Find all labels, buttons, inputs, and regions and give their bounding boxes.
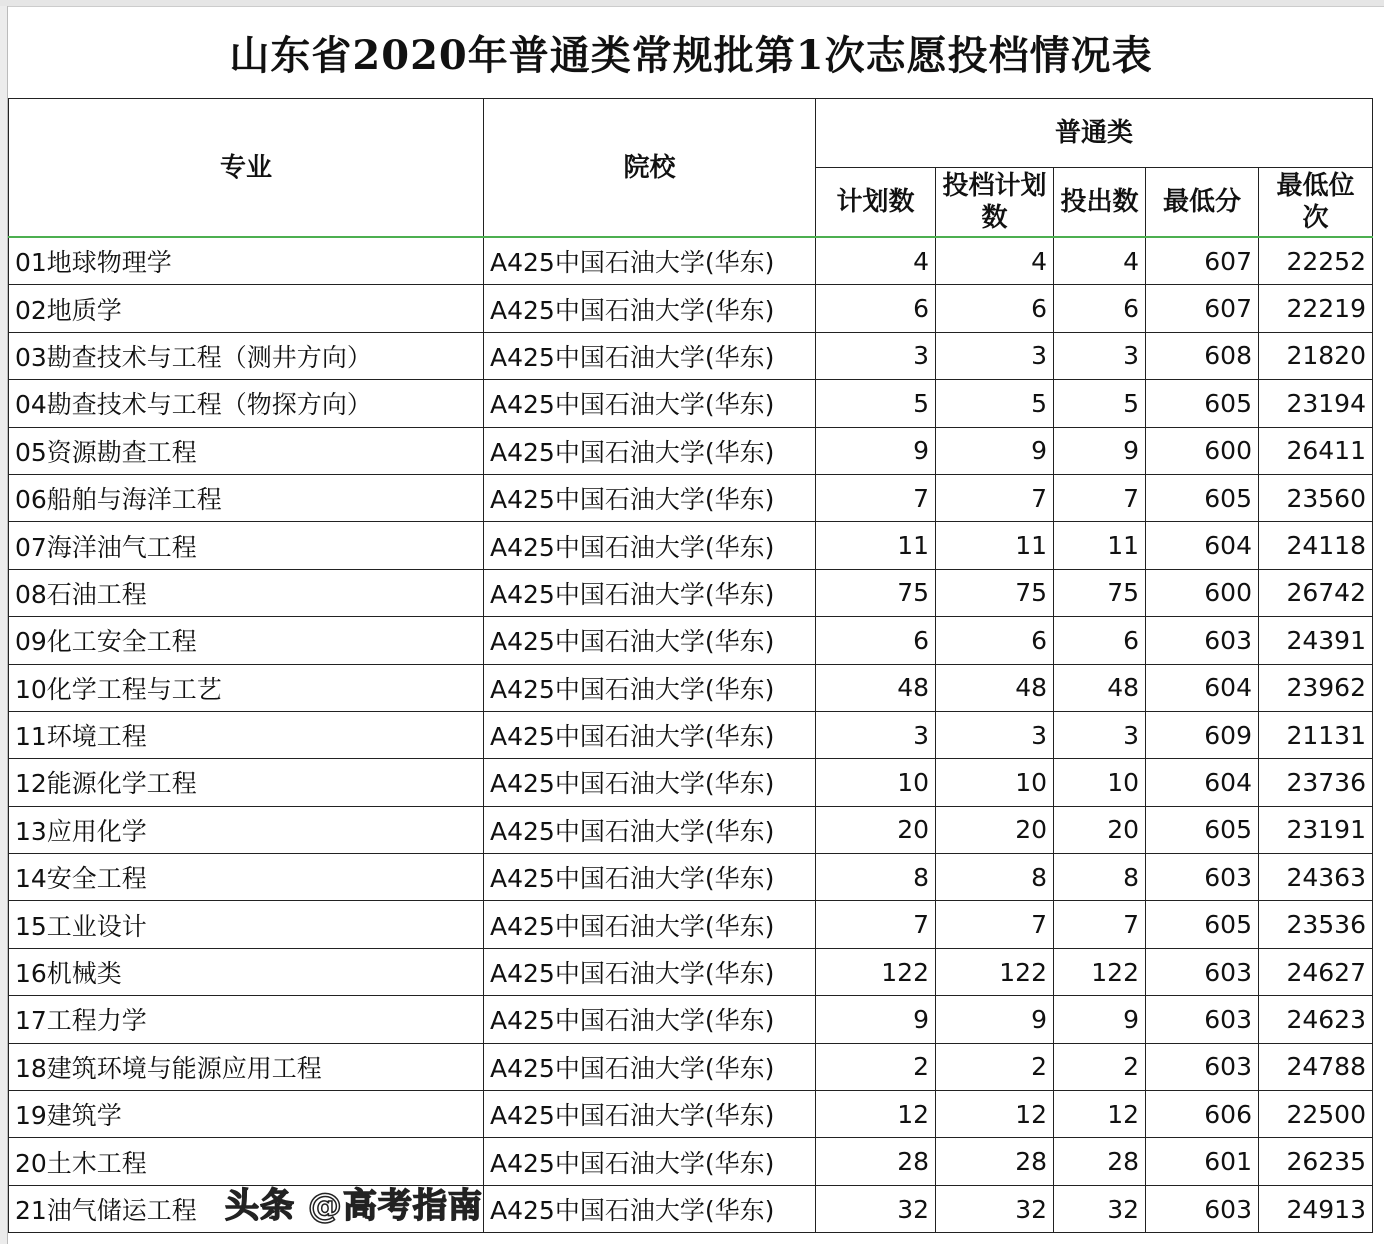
cell-plan[interactable]: 2 bbox=[816, 1043, 936, 1090]
cell-plan[interactable]: 9 bbox=[816, 427, 936, 474]
cell-school[interactable]: A425中国石油大学(华东) bbox=[484, 427, 816, 474]
table-row bbox=[9, 474, 1373, 521]
cell-min-rank[interactable]: 26235 bbox=[1259, 1138, 1373, 1185]
cell-admit-plan[interactable]: 5 bbox=[936, 380, 1054, 427]
cell-major[interactable]: 08石油工程 bbox=[9, 569, 484, 616]
cell-min-score[interactable]: 609 bbox=[1146, 711, 1259, 758]
cell-admit-plan[interactable]: 20 bbox=[936, 806, 1054, 853]
cell-admit-plan[interactable]: 3 bbox=[936, 711, 1054, 758]
cell-admitted[interactable]: 48 bbox=[1054, 664, 1146, 711]
cell-min-rank[interactable]: 24627 bbox=[1259, 948, 1373, 995]
cell-major[interactable]: 11环境工程 bbox=[9, 711, 484, 758]
cell-plan[interactable]: 48 bbox=[816, 664, 936, 711]
table-row bbox=[9, 901, 1373, 948]
cell-min-score[interactable]: 604 bbox=[1146, 759, 1259, 806]
cell-min-score[interactable]: 600 bbox=[1146, 427, 1259, 474]
cell-school[interactable]: A425中国石油大学(华东) bbox=[484, 996, 816, 1043]
cell-admitted[interactable]: 11 bbox=[1054, 522, 1146, 569]
cell-school[interactable]: A425中国石油大学(华东) bbox=[484, 1091, 816, 1138]
cell-major[interactable]: 12能源化学工程 bbox=[9, 759, 484, 806]
cell-admitted[interactable]: 7 bbox=[1054, 901, 1146, 948]
cell-min-score[interactable]: 603 bbox=[1146, 617, 1259, 664]
cell-major[interactable]: 01地球物理学 bbox=[9, 237, 484, 285]
cell-min-rank[interactable]: 23194 bbox=[1259, 380, 1373, 427]
cell-plan[interactable]: 10 bbox=[816, 759, 936, 806]
cell-plan[interactable]: 12 bbox=[816, 1091, 936, 1138]
cell-admitted[interactable]: 7 bbox=[1054, 474, 1146, 521]
cell-admit-plan[interactable]: 8 bbox=[936, 854, 1054, 901]
row-header-bar bbox=[0, 6, 8, 1244]
cell-admitted[interactable]: 12 bbox=[1054, 1091, 1146, 1138]
cell-major[interactable]: 14安全工程 bbox=[9, 854, 484, 901]
cell-min-rank[interactable]: 26411 bbox=[1259, 427, 1373, 474]
cell-school[interactable]: A425中国石油大学(华东) bbox=[484, 948, 816, 995]
header-min-rank[interactable]: 最低位次 bbox=[1259, 168, 1373, 238]
cell-major[interactable]: 18建筑环境与能源应用工程 bbox=[9, 1043, 484, 1090]
table-row bbox=[9, 522, 1373, 569]
sheet-title: 山东省2020年普通类常规批第1次志愿投档情况表 bbox=[229, 32, 1153, 79]
cell-min-rank[interactable]: 23962 bbox=[1259, 664, 1373, 711]
cell-school[interactable]: A425中国石油大学(华东) bbox=[484, 711, 816, 758]
cell-admit-plan[interactable]: 48 bbox=[936, 664, 1054, 711]
table-row bbox=[9, 806, 1373, 853]
cell-min-score[interactable]: 604 bbox=[1146, 522, 1259, 569]
cell-admitted[interactable]: 75 bbox=[1054, 569, 1146, 616]
cell-school[interactable]: A425中国石油大学(华东) bbox=[484, 806, 816, 853]
cell-admit-plan[interactable]: 12 bbox=[936, 1091, 1054, 1138]
cell-school[interactable]: A425中国石油大学(华东) bbox=[484, 474, 816, 521]
cell-school[interactable]: A425中国石油大学(华东) bbox=[484, 380, 816, 427]
cell-plan[interactable]: 75 bbox=[816, 569, 936, 616]
cell-major[interactable]: 07海洋油气工程 bbox=[9, 522, 484, 569]
watermark: 头条 @高考指南 bbox=[225, 1186, 483, 1226]
cell-plan[interactable]: 7 bbox=[816, 901, 936, 948]
cell-min-score[interactable]: 603 bbox=[1146, 996, 1259, 1043]
cell-plan[interactable]: 3 bbox=[816, 711, 936, 758]
cell-min-rank[interactable]: 21131 bbox=[1259, 711, 1373, 758]
cell-admitted[interactable]: 9 bbox=[1054, 427, 1146, 474]
cell-plan[interactable]: 122 bbox=[816, 948, 936, 995]
table-row bbox=[9, 1185, 1373, 1232]
cell-plan[interactable]: 32 bbox=[816, 1185, 936, 1232]
cell-min-rank[interactable]: 24788 bbox=[1259, 1043, 1373, 1090]
cell-min-rank[interactable]: 24118 bbox=[1259, 522, 1373, 569]
cell-admitted[interactable]: 5 bbox=[1054, 380, 1146, 427]
cell-plan[interactable]: 28 bbox=[816, 1138, 936, 1185]
cell-major[interactable]: 19建筑学 bbox=[9, 1091, 484, 1138]
cell-admitted[interactable]: 9 bbox=[1054, 996, 1146, 1043]
cell-plan[interactable]: 6 bbox=[816, 285, 936, 332]
table-row bbox=[9, 237, 1373, 285]
cell-admit-plan[interactable]: 6 bbox=[936, 285, 1054, 332]
cell-min-rank[interactable]: 22500 bbox=[1259, 1091, 1373, 1138]
cell-min-rank[interactable]: 22219 bbox=[1259, 285, 1373, 332]
cell-admit-plan[interactable]: 10 bbox=[936, 759, 1054, 806]
cell-school[interactable]: A425中国石油大学(华东) bbox=[484, 759, 816, 806]
cell-min-score[interactable]: 605 bbox=[1146, 474, 1259, 521]
table-row bbox=[9, 759, 1373, 806]
cell-min-score[interactable]: 603 bbox=[1146, 1185, 1259, 1232]
cell-min-rank[interactable]: 24391 bbox=[1259, 617, 1373, 664]
cell-admitted[interactable]: 32 bbox=[1054, 1185, 1146, 1232]
cell-major[interactable]: 16机械类 bbox=[9, 948, 484, 995]
cell-min-score[interactable]: 607 bbox=[1146, 285, 1259, 332]
cell-admitted[interactable]: 10 bbox=[1054, 759, 1146, 806]
cell-admitted[interactable]: 2 bbox=[1054, 1043, 1146, 1090]
cell-major[interactable]: 17工程力学 bbox=[9, 996, 484, 1043]
table-row bbox=[9, 948, 1373, 995]
cell-school[interactable]: A425中国石油大学(华东) bbox=[484, 664, 816, 711]
cell-admit-plan[interactable]: 122 bbox=[936, 948, 1054, 995]
cell-min-score[interactable]: 607 bbox=[1146, 237, 1259, 285]
cell-plan[interactable]: 6 bbox=[816, 617, 936, 664]
cell-plan[interactable]: 11 bbox=[816, 522, 936, 569]
cell-admitted[interactable]: 8 bbox=[1054, 854, 1146, 901]
cell-admit-plan[interactable]: 7 bbox=[936, 901, 1054, 948]
table-row bbox=[9, 285, 1373, 332]
cell-plan[interactable]: 4 bbox=[816, 237, 936, 285]
table-row bbox=[9, 617, 1373, 664]
cell-major[interactable]: 20土木工程 bbox=[9, 1138, 484, 1185]
table-row bbox=[9, 1138, 1373, 1185]
table-row bbox=[9, 1091, 1373, 1138]
header-plan[interactable]: 计划数 bbox=[816, 168, 936, 238]
cell-school[interactable]: A425中国石油大学(华东) bbox=[484, 569, 816, 616]
cell-min-score[interactable]: 603 bbox=[1146, 854, 1259, 901]
cell-school[interactable]: A425中国石油大学(华东) bbox=[484, 1185, 816, 1232]
cell-plan[interactable]: 7 bbox=[816, 474, 936, 521]
cell-major[interactable]: 02地质学 bbox=[9, 285, 484, 332]
cell-school[interactable]: A425中国石油大学(华东) bbox=[484, 332, 816, 379]
cell-school[interactable]: A425中国石油大学(华东) bbox=[484, 1138, 816, 1185]
cell-school[interactable]: A425中国石油大学(华东) bbox=[484, 617, 816, 664]
table-row bbox=[9, 1043, 1373, 1090]
cell-major[interactable]: 13应用化学 bbox=[9, 806, 484, 853]
cell-admit-plan[interactable]: 32 bbox=[936, 1185, 1054, 1232]
cell-admitted[interactable]: 28 bbox=[1054, 1138, 1146, 1185]
cell-min-score[interactable]: 605 bbox=[1146, 901, 1259, 948]
admission-table bbox=[8, 98, 1373, 1233]
cell-major[interactable]: 03勘查技术与工程（测井方向） bbox=[9, 332, 484, 379]
cell-min-rank[interactable]: 24913 bbox=[1259, 1185, 1373, 1232]
cell-admit-plan[interactable]: 3 bbox=[936, 332, 1054, 379]
cell-min-score[interactable]: 603 bbox=[1146, 948, 1259, 995]
cell-admitted[interactable]: 20 bbox=[1054, 806, 1146, 853]
cell-major[interactable]: 09化工安全工程 bbox=[9, 617, 484, 664]
cell-min-score[interactable]: 606 bbox=[1146, 1091, 1259, 1138]
table-row bbox=[9, 427, 1373, 474]
cell-plan[interactable]: 9 bbox=[816, 996, 936, 1043]
cell-admit-plan[interactable]: 6 bbox=[936, 617, 1054, 664]
cell-admitted[interactable]: 6 bbox=[1054, 285, 1146, 332]
cell-min-rank[interactable]: 22252 bbox=[1259, 237, 1373, 285]
cell-admit-plan[interactable]: 2 bbox=[936, 1043, 1054, 1090]
cell-school[interactable]: A425中国石油大学(华东) bbox=[484, 901, 816, 948]
cell-admitted[interactable]: 3 bbox=[1054, 332, 1146, 379]
table-row bbox=[9, 996, 1373, 1043]
cell-school[interactable]: A425中国石油大学(华东) bbox=[484, 1043, 816, 1090]
cell-major[interactable]: 10化学工程与工艺 bbox=[9, 664, 484, 711]
cell-major[interactable]: 21油气储运工程 bbox=[9, 1185, 484, 1232]
cell-min-rank[interactable]: 24623 bbox=[1259, 996, 1373, 1043]
cell-min-rank[interactable]: 23560 bbox=[1259, 474, 1373, 521]
header-admitted[interactable]: 投出数 bbox=[1054, 168, 1146, 238]
cell-plan[interactable]: 5 bbox=[816, 380, 936, 427]
cell-major[interactable]: 15工业设计 bbox=[9, 901, 484, 948]
cell-admitted[interactable]: 6 bbox=[1054, 617, 1146, 664]
cell-plan[interactable]: 20 bbox=[816, 806, 936, 853]
cell-admit-plan[interactable]: 9 bbox=[936, 427, 1054, 474]
cell-min-score[interactable]: 604 bbox=[1146, 664, 1259, 711]
cell-min-score[interactable]: 600 bbox=[1146, 569, 1259, 616]
cell-plan[interactable]: 3 bbox=[816, 332, 936, 379]
cell-school[interactable]: A425中国石油大学(华东) bbox=[484, 854, 816, 901]
header-major[interactable]: 专业 bbox=[9, 99, 484, 238]
cell-admit-plan[interactable]: 28 bbox=[936, 1138, 1054, 1185]
table-row bbox=[9, 664, 1373, 711]
cell-min-score[interactable]: 608 bbox=[1146, 332, 1259, 379]
table-row bbox=[9, 711, 1373, 758]
cell-plan[interactable]: 8 bbox=[816, 854, 936, 901]
cell-admit-plan[interactable]: 7 bbox=[936, 474, 1054, 521]
cell-admit-plan[interactable]: 75 bbox=[936, 569, 1054, 616]
header-min-score[interactable]: 最低分 bbox=[1146, 168, 1259, 238]
column-header-bar bbox=[0, 0, 1384, 7]
cell-min-score[interactable]: 605 bbox=[1146, 380, 1259, 427]
cell-min-rank[interactable]: 23191 bbox=[1259, 806, 1373, 853]
header-admit-plan[interactable]: 投档计划数 bbox=[936, 168, 1054, 238]
cell-min-rank[interactable]: 26742 bbox=[1259, 569, 1373, 616]
table-row bbox=[9, 854, 1373, 901]
cell-min-rank[interactable]: 23736 bbox=[1259, 759, 1373, 806]
cell-admit-plan[interactable]: 11 bbox=[936, 522, 1054, 569]
cell-major[interactable]: 06船舶与海洋工程 bbox=[9, 474, 484, 521]
cell-school[interactable]: A425中国石油大学(华东) bbox=[484, 237, 816, 285]
cell-min-score[interactable]: 603 bbox=[1146, 1043, 1259, 1090]
table-row bbox=[9, 332, 1373, 379]
cell-admit-plan[interactable]: 4 bbox=[936, 237, 1054, 285]
cell-min-rank[interactable]: 23536 bbox=[1259, 901, 1373, 948]
table-row bbox=[9, 569, 1373, 616]
cell-min-score[interactable]: 601 bbox=[1146, 1138, 1259, 1185]
cell-major[interactable]: 05资源勘查工程 bbox=[9, 427, 484, 474]
cell-admitted[interactable]: 122 bbox=[1054, 948, 1146, 995]
header-group[interactable]: 普通类 bbox=[816, 99, 1373, 168]
cell-min-score[interactable]: 605 bbox=[1146, 806, 1259, 853]
cell-admitted[interactable]: 3 bbox=[1054, 711, 1146, 758]
cell-school[interactable]: A425中国石油大学(华东) bbox=[484, 522, 816, 569]
table-row bbox=[9, 380, 1373, 427]
cell-admitted[interactable]: 4 bbox=[1054, 237, 1146, 285]
cell-school[interactable]: A425中国石油大学(华东) bbox=[484, 285, 816, 332]
cell-min-rank[interactable]: 21820 bbox=[1259, 332, 1373, 379]
cell-min-rank[interactable]: 24363 bbox=[1259, 854, 1373, 901]
cell-major[interactable]: 04勘查技术与工程（物探方向） bbox=[9, 380, 484, 427]
cell-admit-plan[interactable]: 9 bbox=[936, 996, 1054, 1043]
header-school[interactable]: 院校 bbox=[484, 99, 816, 238]
